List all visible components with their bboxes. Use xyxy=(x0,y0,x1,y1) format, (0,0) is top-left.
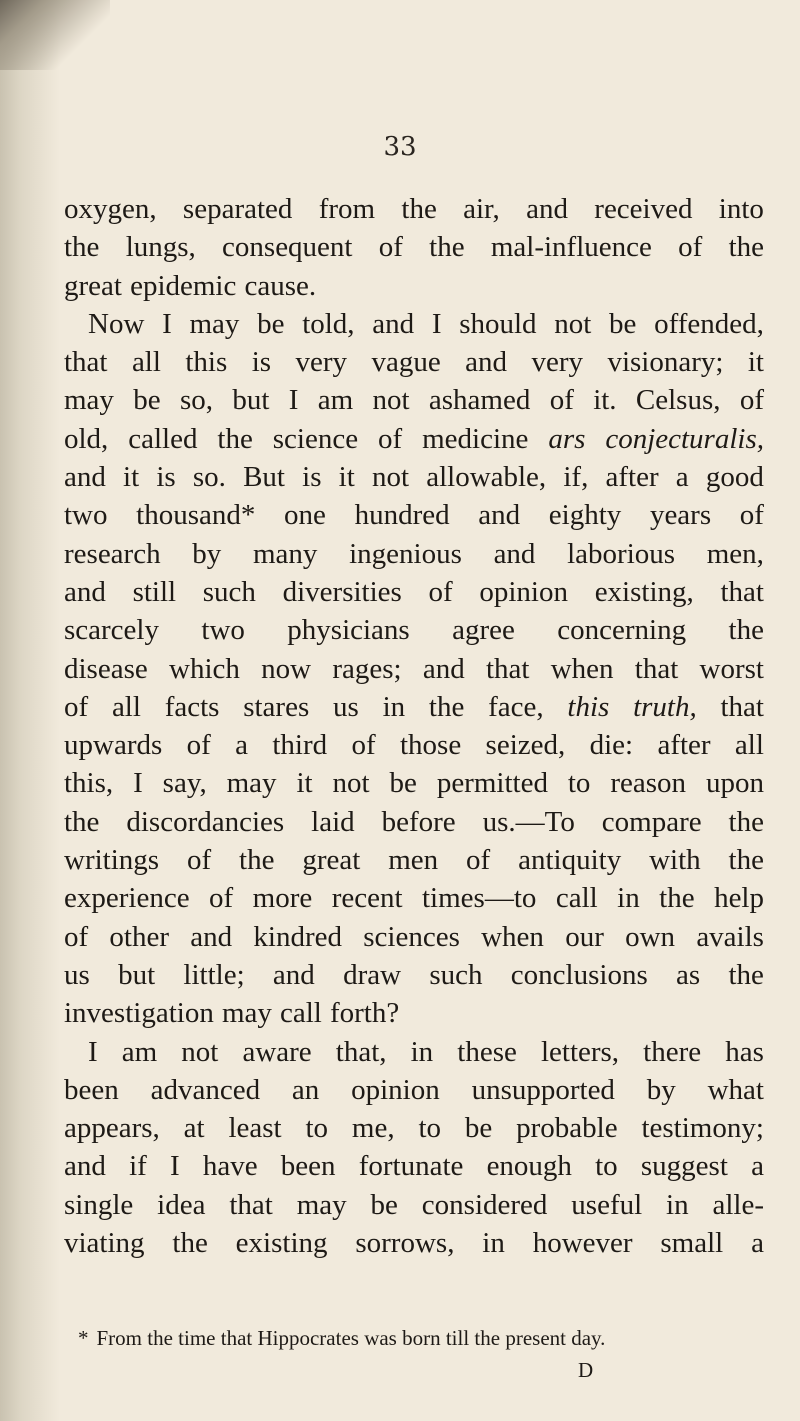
word: as xyxy=(676,958,701,991)
word: upon xyxy=(705,767,764,800)
word: not xyxy=(181,1035,219,1068)
word: if xyxy=(129,1150,147,1183)
text-line xyxy=(64,688,764,726)
word: be xyxy=(257,307,285,340)
word: scarcely xyxy=(64,614,159,647)
word: be xyxy=(370,1188,398,1221)
word: diversities xyxy=(282,575,402,608)
word: ashamed xyxy=(428,384,531,417)
word: small xyxy=(660,1227,724,1260)
word: that, xyxy=(335,1035,387,1068)
word: facts xyxy=(164,690,220,723)
word: concerning xyxy=(557,614,687,647)
word: avails xyxy=(696,920,764,953)
word: existing, xyxy=(594,575,694,608)
word: least xyxy=(228,1112,282,1145)
word: but xyxy=(118,958,156,991)
word: those xyxy=(399,729,462,762)
word: opinion xyxy=(351,1073,440,1106)
word: all xyxy=(131,346,161,379)
word: mal-influence xyxy=(490,231,652,264)
word: all xyxy=(734,729,764,762)
signature-mark: D xyxy=(578,1358,594,1382)
word: of xyxy=(64,920,89,953)
word: it. xyxy=(593,384,617,417)
word: to xyxy=(595,1150,618,1183)
word: I xyxy=(169,1150,180,1183)
word: I xyxy=(162,307,172,340)
word: eighty xyxy=(548,499,622,532)
word: fortunate xyxy=(358,1150,464,1183)
word: is xyxy=(156,461,176,494)
text-line xyxy=(64,611,764,649)
text-line xyxy=(64,879,764,917)
word: to xyxy=(418,1112,442,1145)
word: however xyxy=(532,1227,633,1260)
word: great xyxy=(302,844,361,877)
word: of xyxy=(209,882,234,915)
word: in xyxy=(382,690,406,723)
word: men xyxy=(388,844,439,877)
word: of xyxy=(739,499,764,532)
word: Celsus, xyxy=(635,384,721,417)
word: sciences xyxy=(363,920,460,953)
text-line xyxy=(64,1224,764,1262)
word: and xyxy=(422,652,465,685)
text-line xyxy=(64,918,764,956)
text-line xyxy=(64,1147,764,1185)
word: called xyxy=(128,422,198,455)
word: not xyxy=(372,384,410,417)
word: the xyxy=(428,690,465,723)
word: worst xyxy=(699,652,764,685)
word: have xyxy=(202,1150,258,1183)
word: not xyxy=(332,767,370,800)
word: not xyxy=(371,461,410,494)
word: recent xyxy=(331,882,403,915)
text-line xyxy=(64,994,764,1032)
word: an xyxy=(291,1073,320,1106)
word: permitted xyxy=(436,767,548,800)
word: good xyxy=(705,461,764,494)
word: sorrows, xyxy=(355,1227,455,1260)
word: our xyxy=(565,920,604,953)
word: writings xyxy=(64,844,160,877)
word: that xyxy=(720,575,764,608)
word: the xyxy=(728,805,764,838)
word: and xyxy=(478,499,521,532)
word: alle- xyxy=(712,1188,764,1221)
word: us xyxy=(333,690,359,723)
word: two xyxy=(201,614,245,647)
word: such xyxy=(429,958,483,991)
word: idea xyxy=(157,1188,206,1221)
word: compare xyxy=(601,805,702,838)
word: been xyxy=(64,1073,119,1106)
word: help xyxy=(714,882,764,915)
word: ars xyxy=(548,422,586,455)
word: the xyxy=(64,231,100,264)
word: useful xyxy=(571,1188,643,1221)
word: unsupported xyxy=(471,1073,615,1106)
text-line xyxy=(64,1109,764,1147)
text-line xyxy=(64,573,764,611)
word: in xyxy=(410,1035,434,1068)
word: and xyxy=(465,346,508,379)
word: by xyxy=(646,1073,676,1106)
word: old, xyxy=(64,422,109,455)
text-line xyxy=(64,1071,764,1109)
text-line xyxy=(64,305,764,343)
word: such xyxy=(202,575,256,608)
word: the xyxy=(239,844,275,877)
word: that xyxy=(485,652,530,685)
word: am xyxy=(121,1035,158,1068)
word: men, xyxy=(706,537,764,570)
word: air, xyxy=(463,193,500,225)
word: ingenious xyxy=(349,537,462,570)
word: draw xyxy=(343,958,402,991)
word: in xyxy=(666,1188,689,1221)
word: viating xyxy=(64,1227,145,1260)
word: it xyxy=(338,461,355,494)
word: it xyxy=(296,767,313,800)
word: a xyxy=(751,1150,764,1183)
word: so, xyxy=(179,384,214,417)
text-line xyxy=(64,228,764,266)
word: visionary; xyxy=(607,346,724,379)
footnote xyxy=(78,1326,758,1351)
word: when xyxy=(550,652,614,685)
word: this, xyxy=(64,767,114,800)
word: call xyxy=(279,997,322,1030)
word: before xyxy=(381,805,456,838)
word: one xyxy=(284,499,326,532)
word: laborious xyxy=(567,537,676,570)
word: me, xyxy=(351,1112,395,1145)
word: of xyxy=(466,844,491,877)
word: after xyxy=(657,729,711,762)
word: laid xyxy=(311,805,355,838)
word: be xyxy=(133,384,161,417)
word: told, xyxy=(302,307,355,340)
word: in xyxy=(482,1227,505,1260)
word: these xyxy=(457,1035,517,1068)
word: is xyxy=(302,461,322,494)
word: is xyxy=(251,346,272,379)
word: am xyxy=(317,384,354,417)
word: and xyxy=(64,575,106,608)
word: probable xyxy=(516,1112,618,1145)
word: allowable, xyxy=(426,461,547,494)
word: thousand* xyxy=(136,499,256,532)
text-line xyxy=(64,841,764,879)
word: may xyxy=(189,307,240,340)
word: considered xyxy=(421,1188,548,1221)
word: of xyxy=(378,422,403,455)
word: received xyxy=(594,193,693,225)
word: the xyxy=(659,882,695,915)
word: the xyxy=(728,231,764,264)
text-line xyxy=(64,1186,764,1224)
word: the xyxy=(728,844,764,877)
word: and xyxy=(526,193,568,225)
word: truth, xyxy=(633,690,697,723)
body-text xyxy=(64,190,764,1262)
word: enough xyxy=(486,1150,572,1183)
word: all xyxy=(111,690,141,723)
word: but xyxy=(232,384,270,417)
word: years xyxy=(649,499,712,532)
word: conjecturalis, xyxy=(605,422,764,455)
word: single xyxy=(64,1188,134,1221)
word: what xyxy=(707,1073,764,1106)
word: when xyxy=(481,920,544,953)
word: great xyxy=(64,269,122,302)
word: call xyxy=(555,882,598,915)
word: appears, xyxy=(64,1112,160,1145)
word: it xyxy=(123,461,140,494)
word: that xyxy=(229,1188,273,1221)
text-line xyxy=(64,267,764,305)
text-line xyxy=(64,420,764,458)
word: testimony; xyxy=(641,1112,764,1145)
word: so. xyxy=(192,461,226,494)
word: that xyxy=(64,346,108,379)
word: a xyxy=(751,1227,764,1260)
word: more xyxy=(252,882,313,915)
word: has xyxy=(725,1035,764,1068)
word: consequent xyxy=(222,231,353,264)
word: physicians xyxy=(287,614,410,647)
word: own xyxy=(625,920,676,953)
word: existing xyxy=(235,1227,328,1260)
word: I xyxy=(88,1035,98,1068)
text-line xyxy=(64,535,764,573)
word: to xyxy=(305,1112,329,1145)
word: and xyxy=(64,461,106,494)
word: of xyxy=(739,384,764,417)
word: aware xyxy=(242,1035,312,1068)
word: many xyxy=(252,537,318,570)
text-line xyxy=(64,956,764,994)
word: epidemic xyxy=(130,269,237,302)
word: two xyxy=(64,499,108,532)
word: the xyxy=(172,1227,208,1260)
word: after xyxy=(605,461,659,494)
word: us.—To xyxy=(482,805,575,838)
word: to xyxy=(567,767,591,800)
word: of xyxy=(64,690,89,723)
corner-stain xyxy=(0,0,110,70)
word: of xyxy=(549,384,574,417)
word: very xyxy=(531,346,583,379)
word: that xyxy=(720,690,764,723)
word: of xyxy=(428,575,453,608)
word: this xyxy=(567,690,610,723)
page-number: 33 xyxy=(383,132,417,162)
word: seized, xyxy=(485,729,566,762)
text-line xyxy=(64,190,764,228)
word: I xyxy=(133,767,143,800)
word: suggest xyxy=(640,1150,728,1183)
word: experience xyxy=(64,882,190,915)
word: disease xyxy=(64,652,148,685)
word: very xyxy=(295,346,348,379)
word: the xyxy=(728,614,764,647)
text-line xyxy=(64,764,764,802)
word: kindred xyxy=(253,920,342,953)
word: of xyxy=(186,844,212,877)
footnote-text: From the time that Hippocrates was born till the present day. xyxy=(96,1326,606,1350)
text-line xyxy=(64,496,764,534)
word: and xyxy=(64,1150,106,1183)
word: which xyxy=(169,652,240,685)
word: now xyxy=(261,652,312,685)
word: the xyxy=(429,231,465,264)
word: offended, xyxy=(654,307,764,340)
word: a xyxy=(675,461,689,494)
word: and xyxy=(190,920,233,953)
word: opinion xyxy=(479,575,568,608)
word: from xyxy=(318,193,376,225)
text-line xyxy=(64,343,764,381)
word: say, xyxy=(162,767,207,800)
word: at xyxy=(183,1112,205,1145)
text-line xyxy=(64,650,764,688)
word: of xyxy=(378,231,403,264)
word: should xyxy=(459,307,537,340)
word: the xyxy=(64,805,100,838)
word: of xyxy=(351,729,376,762)
word: this xyxy=(185,346,228,379)
word: face, xyxy=(488,690,544,723)
word: agree xyxy=(452,614,515,647)
word: there xyxy=(643,1035,702,1068)
word: discordancies xyxy=(126,805,285,838)
text-line xyxy=(64,726,764,764)
text-line xyxy=(64,803,764,841)
word: separated xyxy=(182,193,293,225)
word: But xyxy=(243,461,285,494)
word: and xyxy=(493,537,536,570)
word: may xyxy=(226,767,277,800)
word: conclusions xyxy=(510,958,648,991)
word: may xyxy=(221,997,272,1030)
word: lungs, xyxy=(125,231,196,264)
word: and xyxy=(272,958,315,991)
word: upwards xyxy=(64,729,163,762)
word: science xyxy=(272,422,359,455)
word: forth? xyxy=(329,997,400,1030)
word: been xyxy=(280,1150,336,1183)
word: of xyxy=(678,231,703,264)
word: of xyxy=(186,729,211,762)
word: other xyxy=(109,920,170,953)
word: a xyxy=(235,729,248,762)
footnote-mark: * xyxy=(78,1326,89,1350)
word: times—to xyxy=(422,882,537,915)
word: the xyxy=(728,958,764,991)
word: research xyxy=(64,537,161,570)
word: the xyxy=(401,193,437,225)
word: little; xyxy=(183,958,245,991)
word: it xyxy=(747,346,764,379)
word: hundred xyxy=(354,499,450,532)
word: Now xyxy=(88,307,145,340)
word: into xyxy=(718,193,764,225)
word: be xyxy=(389,767,417,800)
word: still xyxy=(132,575,177,608)
text-line xyxy=(64,1033,764,1071)
word: with xyxy=(649,844,701,877)
word: oxygen, xyxy=(64,193,157,225)
word: investigation xyxy=(64,997,214,1030)
word: be xyxy=(609,307,637,340)
word: antiquity xyxy=(518,844,622,877)
word: the xyxy=(217,422,253,455)
word: may xyxy=(296,1188,347,1221)
word: by xyxy=(192,537,222,570)
word: and xyxy=(372,307,415,340)
word: in xyxy=(617,882,640,915)
text-line xyxy=(64,381,764,419)
word: that xyxy=(634,652,679,685)
binding-shadow xyxy=(0,0,60,1421)
text-line xyxy=(64,458,764,496)
word: be xyxy=(464,1112,493,1145)
word: third xyxy=(272,729,328,762)
word: reason xyxy=(610,767,687,800)
word: may xyxy=(64,384,114,417)
word: I xyxy=(288,384,299,417)
word: stares xyxy=(243,690,310,723)
word: if, xyxy=(563,461,589,494)
word: cause. xyxy=(244,269,317,302)
word: letters, xyxy=(540,1035,620,1068)
word: die: xyxy=(589,729,634,762)
word: vague xyxy=(371,346,441,379)
word: advanced xyxy=(150,1073,261,1106)
word: not xyxy=(554,307,592,340)
word: rages; xyxy=(332,652,402,685)
word: us xyxy=(64,958,90,991)
word: I xyxy=(431,307,442,340)
word: medicine xyxy=(422,422,529,455)
